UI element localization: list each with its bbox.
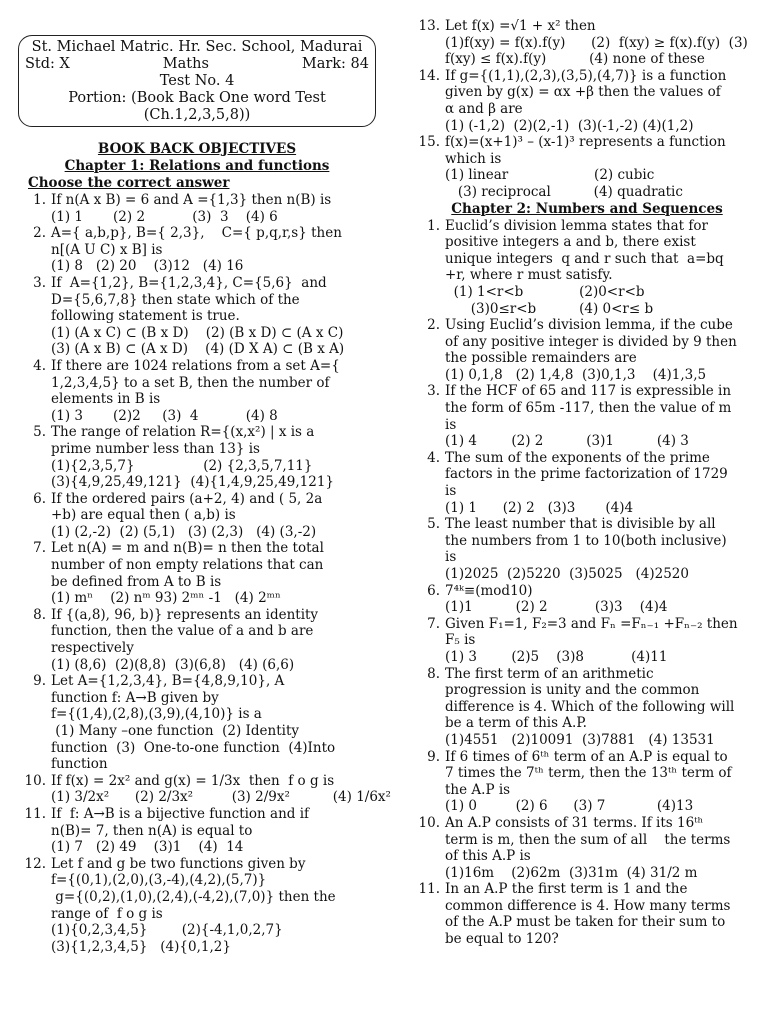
question-item (412, 18, 762, 68)
question-line: is (445, 549, 457, 566)
question-line: (1)2025 (2)5220 (3)5025 (4)2520 (445, 566, 689, 582)
question-line: term is m, then the sum of all the terms (445, 831, 731, 848)
question-body (445, 881, 762, 947)
question-line: following statement is true. (51, 308, 240, 325)
question-body (445, 666, 762, 749)
question-line: Let A={1,2,3,4}, B={4,8,9,10}, A (51, 673, 285, 690)
question-line: Using Euclid’s division lemma, if the cube (445, 317, 733, 334)
question-item (412, 134, 762, 200)
question-line: f(x)=(x+1)³ – (x-1)³ represents a function (445, 134, 726, 151)
question-line: (3)0≤r<b (4) 0<r≤ b (445, 300, 654, 317)
question-body (51, 225, 376, 275)
question-line: If the ordered pairs (a+2, 4) and ( 5, 2a (51, 490, 323, 507)
question-line: (1){0,2,3,4,5} (2){-4,1,0,2,7} (51, 922, 283, 939)
question-line: A={ a,b,p}, B={ 2,3}, C={ p,q,r,s} then (51, 225, 342, 242)
question-line: If 6 times of 6ᵗʰ term of an A.P is equal to (445, 748, 728, 765)
question-line: f(xy) ≤ f(x).f(y) (4) none of these (445, 51, 705, 68)
question-number: 5. (427, 516, 440, 533)
question-line: Let f(x) =√1 + x² then (445, 18, 596, 34)
question-line: common difference is 4. How many terms (445, 897, 731, 914)
question-body (445, 18, 762, 68)
question-item (18, 225, 376, 275)
question-line: range of f o g is (51, 905, 163, 922)
question-line: which is (445, 150, 502, 167)
question-line: If f(x) = 2x² and g(x) = 1/3x then f o g is (51, 772, 335, 789)
question-number: 10. (418, 814, 440, 831)
question-number: 13. (418, 18, 440, 34)
question-number: 10. (24, 772, 46, 789)
question-line: An A.P consists of 31 terms. If its 16ᵗʰ (445, 814, 704, 831)
question-line: (1)16m (2)62m (3)31m (4) 31/2 m (445, 864, 698, 881)
question-line: function (3) One-to-one function (4)Into (51, 739, 336, 756)
question-item (412, 666, 762, 749)
question-item (412, 450, 762, 516)
question-line: 7 times the 7ᵗʰ term, then the 13ᵗʰ term of (445, 765, 732, 782)
question-line: is (445, 416, 457, 433)
question-body (51, 275, 376, 358)
question-number: 6. (427, 582, 440, 599)
question-line: (1) 7 (2) 49 (3)1 (4) 14 (51, 839, 244, 856)
question-body (445, 317, 762, 383)
question-line: In an A.P the first term is 1 and the (445, 881, 688, 898)
question-line: f={(1,4),(2,8),(3,9),(4,10)} is a (51, 706, 262, 723)
question-line: Let n(A) = m and n(B)= n then the total (51, 540, 324, 557)
question-number: 6. (33, 490, 46, 507)
question-line: (1){2,3,5,7} (2) {2,3,5,7,11} (51, 457, 313, 474)
question-item (412, 583, 762, 616)
question-line: 7⁴ᵏ≡(mod10) (445, 582, 533, 599)
question-line: Euclid’s division lemma states that for (445, 217, 708, 234)
school-name: St. Michael Matric. Hr. Sec. School, Madurai (31, 39, 363, 55)
question-number: 12. (24, 855, 46, 872)
question-line: prime number less than 13} is (51, 440, 260, 457)
question-number: 14. (418, 67, 440, 84)
question-item (412, 218, 762, 318)
question-number: 1. (33, 192, 46, 208)
question-body (445, 815, 762, 881)
test-header-box (18, 35, 376, 127)
question-line: the A.P is (445, 781, 511, 798)
subject-label: Maths (162, 56, 209, 72)
mark-label: Mark: 84 (301, 56, 369, 72)
question-line: positive integers a and b, there exist (445, 234, 696, 251)
question-item (412, 317, 762, 383)
question-number: 8. (427, 665, 440, 682)
question-line: The least number that is divisible by all (445, 516, 716, 533)
question-number: 4. (427, 449, 440, 466)
question-number: 1. (427, 217, 440, 234)
question-line: 1,2,3,4,5} to a set B, then the number of (51, 374, 330, 391)
question-item (18, 491, 376, 541)
question-item (412, 815, 762, 881)
question-line: of the A.P must be taken for their sum to (445, 914, 726, 931)
question-body (445, 383, 762, 449)
question-line: If A={1,2}, B={1,2,3,4}, C={5,6} and (51, 274, 327, 291)
question-line: (1) 4 (2) 2 (3)1 (4) 3 (445, 433, 689, 450)
question-line: The range of relation R={(x,x²) | x is a (51, 424, 315, 441)
chapter-1-heading: Chapter 1: Relations and functions (64, 158, 330, 174)
question-item (412, 383, 762, 449)
question-item (412, 749, 762, 815)
question-line: (1) (A x C) ⊂ (B x D) (2) (B x D) ⊂ (A x C) (51, 324, 344, 341)
question-number: 11. (24, 805, 46, 822)
question-body (445, 516, 762, 582)
question-line: be a term of this A.P. (445, 715, 587, 732)
question-line: function, then the value of a and b are (51, 623, 314, 640)
question-line: g={(0,2),(1,0),(2,4),(-4,2),(7,0)} then the (51, 888, 336, 905)
question-body (51, 491, 376, 541)
question-body (51, 673, 376, 773)
question-line: (1) 1 (2) 2 (3)3 (4)4 (445, 499, 634, 516)
question-number: 9. (33, 673, 46, 690)
question-item (18, 192, 376, 225)
question-line: (1) 3/2x² (2) 2/3x² (3) 2/9x² (4) 1/6x² (51, 789, 391, 806)
question-item (18, 607, 376, 673)
chapter-2-heading: Chapter 2: Numbers and Sequences (451, 200, 723, 217)
question-body (51, 192, 376, 225)
question-line: the possible remainders are (445, 350, 637, 367)
question-line: be defined from A to B is (51, 573, 222, 590)
question-body (51, 773, 391, 806)
left-column (18, 0, 391, 955)
question-item (412, 881, 762, 947)
question-item (18, 424, 376, 490)
question-line: of this A.P is (445, 848, 531, 865)
question-line: be equal to 120? (445, 931, 559, 948)
chapter-1-continued-list (412, 18, 762, 201)
question-number: 2. (427, 317, 440, 334)
question-line: n[(A U C) x B] is (51, 241, 163, 258)
question-line: F₅ is (445, 632, 476, 649)
question-number: 15. (418, 134, 440, 151)
question-line: If f: A→B is a bijective function and if (51, 805, 310, 822)
question-line: is (445, 483, 457, 500)
question-line: Given F₁=1, F₂=3 and Fₙ =Fₙ₋₁ +Fₙ₋₂ then (445, 615, 738, 632)
question-line: n(B)= 7, then n(A) is equal to (51, 822, 253, 839)
question-item (18, 673, 376, 773)
chapter-2-question-list (412, 218, 762, 948)
question-body (51, 806, 376, 856)
question-line: (1) 0 (2) 6 (3) 7 (4)13 (445, 798, 694, 815)
question-line: the numbers from 1 to 10(both inclusive) (445, 532, 727, 549)
question-line: respectively (51, 640, 134, 657)
question-line: function (51, 756, 108, 773)
question-line: difference is 4. Which of the following will (445, 698, 735, 715)
question-line: (1) (-1,2) (2)(2,-1) (3)(-1,-2) (4)(1,2) (445, 117, 694, 134)
question-body (51, 424, 376, 490)
question-item (412, 68, 762, 134)
question-line: (1) 8 (2) 20 (3)12 (4) 16 (51, 258, 244, 275)
question-line: (3){4,9,25,49,121} (4){1,4,9,25,49,121} (51, 474, 334, 491)
left-question-list (18, 192, 391, 955)
question-line: (1) 1<r<b (2)0<r<b (445, 283, 645, 300)
question-line: +r, where r must satisfy. (445, 267, 613, 284)
portion-line-1: Portion: (Book Back One word Test (68, 90, 326, 106)
question-line: (1) 1 (2) 2 (3) 3 (4) 6 (51, 208, 278, 225)
question-line: The sum of the exponents of the prime (445, 449, 710, 466)
question-line: α and β are (445, 100, 523, 117)
question-line: (1) mⁿ (2) nᵐ 93) 2ᵐⁿ -1 (4) 2ᵐⁿ (51, 590, 281, 607)
question-item (412, 616, 762, 666)
question-line: (1)1 (2) 2 (3)3 (4)4 (445, 599, 668, 616)
question-body (51, 856, 376, 956)
question-line: If there are 1024 relations from a set A={ (51, 357, 340, 374)
question-item (18, 275, 376, 358)
question-body (445, 134, 762, 200)
question-line: If the HCF of 65 and 117 is expressible in (445, 383, 732, 400)
question-number: 2. (33, 225, 46, 242)
question-line: If n(A x B) = 6 and A ={1,3} then n(B) is (51, 192, 332, 208)
question-line: If g={(1,1),(2,3),(3,5),(4,7)} is a function (445, 67, 727, 84)
question-line: The first term of an arithmetic (445, 665, 654, 682)
question-line: (1) (2,-2) (2) (5,1) (3) (2,3) (4) (3,-2) (51, 523, 317, 540)
question-line: (1)4551 (2)10091 (3)7881 (4) 13531 (445, 731, 715, 748)
portion-line-2: (Ch.1,2,3,5,8)) (143, 107, 251, 123)
question-line: If {(a,8), 96, b)} represents an identity (51, 606, 319, 623)
instruction-heading: Choose the correct answer (28, 175, 230, 191)
question-body (445, 616, 762, 666)
question-line: (1) 3 (2)5 (3)8 (4)11 (445, 648, 668, 665)
question-line: f={(0,1),(2,0),(3,-4),(4,2),(5,7)} (51, 872, 267, 889)
question-item (18, 856, 376, 956)
question-body (51, 358, 376, 424)
question-body (445, 68, 762, 134)
question-number: 3. (33, 274, 46, 291)
question-item (412, 516, 762, 582)
question-line: (1) Many –one function (2) Identity (51, 723, 300, 739)
question-number: 7. (33, 540, 46, 557)
question-body (51, 607, 376, 673)
question-line: (1) 0,1,8 (2) 1,4,8 (3)0,1,3 (4)1,3,5 (445, 366, 707, 383)
question-line: +b) are equal then ( a,b) is (51, 507, 236, 524)
question-body (51, 540, 376, 606)
test-number: Test No. 4 (159, 73, 235, 89)
question-item (18, 806, 376, 856)
question-number: 9. (427, 748, 440, 765)
question-number: 8. (33, 606, 46, 623)
question-line: unique integers q and r such that a=bq (445, 250, 724, 267)
question-number: 3. (427, 383, 440, 400)
question-body (445, 450, 762, 516)
question-line: of any positive integer is divided by 9 then (445, 333, 737, 350)
question-item (18, 358, 376, 424)
question-body (445, 583, 762, 616)
question-line: Let f and g be two functions given by (51, 855, 306, 872)
question-line: (1) linear (2) cubic (445, 167, 655, 184)
question-line: the form of 65m -117, then the value of m (445, 400, 732, 417)
question-number: 11. (418, 881, 440, 898)
question-number: 4. (33, 357, 46, 374)
question-body (445, 218, 762, 318)
std-label: Std: X (25, 56, 70, 72)
question-line: progression is unity and the common (445, 682, 700, 699)
header-info-row (25, 56, 369, 73)
question-line: number of non empty relations that can (51, 557, 324, 574)
question-line: D={5,6,7,8} then state which of the (51, 291, 300, 308)
question-item (18, 540, 376, 606)
question-line: factors in the prime factorization of 1729 (445, 466, 728, 483)
question-line: given by g(x) = αx +β then the values of (445, 84, 721, 101)
question-line: elements in B is (51, 391, 161, 408)
page-title: BOOK BACK OBJECTIVES (97, 141, 297, 157)
question-line: (1)f(xy) = f(x).f(y) (2) f(xy) ≥ f(x).f(y) (3) (445, 34, 748, 51)
question-number: 7. (427, 615, 440, 632)
question-number: 5. (33, 424, 46, 441)
question-line: (3) (A x B) ⊂ (A x D) (4) (D X A) ⊂ (B x A) (51, 341, 345, 358)
question-body (445, 749, 762, 815)
question-item (18, 772, 391, 806)
question-line: (1) 3 (2)2 (3) 4 (4) 8 (51, 407, 278, 424)
right-column (412, 18, 762, 948)
question-line: (3) reciprocal (4) quadratic (445, 183, 683, 200)
question-line: (1) (8,6) (2)(8,8) (3)(6,8) (4) (6,6) (51, 656, 295, 673)
question-line: function f: A→B given by (51, 689, 219, 706)
question-line: (3){1,2,3,4,5} (4){0,1,2} (51, 938, 231, 955)
